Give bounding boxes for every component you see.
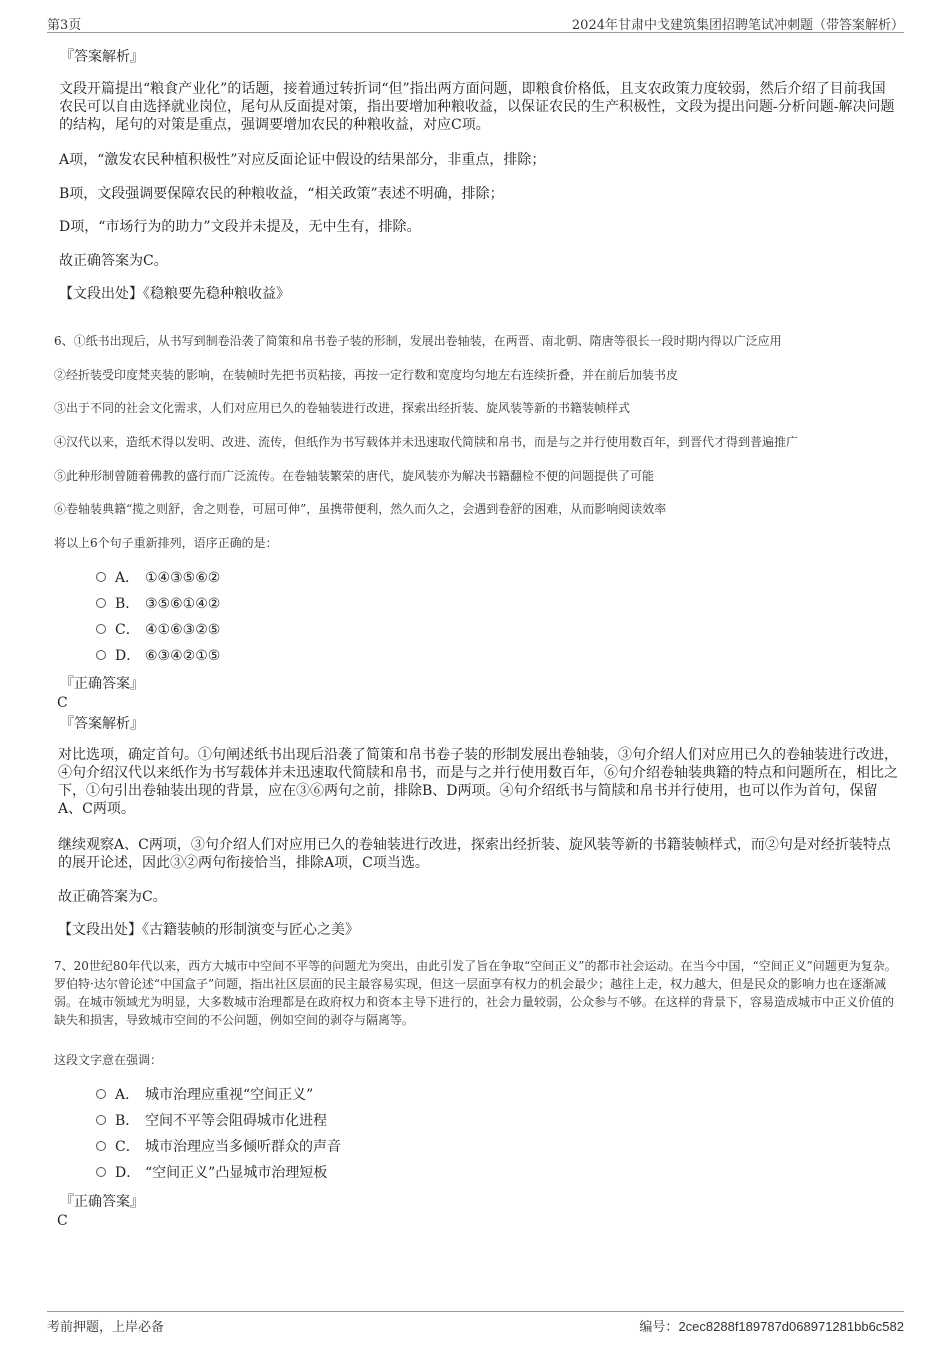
radio-icon[interactable] [96,1141,106,1151]
page-header [47,12,904,33]
q7-answer-heading: 『正确答案』 [60,1194,144,1210]
radio-icon[interactable] [96,1167,106,1177]
option-text: ⑥③④②①⑤ [145,648,221,664]
option-letter: B． [115,596,140,612]
q6-sentence-2: ②经折装受印度梵夹装的影响，在装帧时先把书页粘接，再按一定行数和宽度均匀地左右连续折叠，并在前后加装书皮 [54,368,679,382]
q6-answer: C [57,695,68,711]
option-letter: B． [115,1113,140,1129]
q6-analysis-paragraph-1: 对比选项，确定首句。①句阐述纸书出现后沿袭了简策和帛书卷子装的形制发展出卷轴装，③句介绍人们对应用已久的卷轴装进行改进，④句介绍汉代以来纸作为书写载体并未迅速取代简牍和帛书，而是与之并行使用数百年，⑥句介绍卷轴装典籍的特点和问题所在，相比之下，①句引出卷轴装出现的背景，应在③⑥两句之前，排除B、D两项。④句介绍纸书与简牍和帛书并行使用，也可以作为首句，保留A、C两项。 [58,747,898,817]
q6-source: 【文段出处】《古籍装帧的形制演变与匠心之美》 [58,922,359,938]
option-letter: A． [115,570,140,586]
option-text: 城市治理应当多倾听群众的声音 [145,1139,341,1155]
q7-answer: C [57,1213,68,1229]
radio-icon[interactable] [96,650,106,660]
option-text: ③⑤⑥①④② [145,596,221,612]
page-footer [47,1311,904,1335]
option-text: 空间不平等会阻碍城市化进程 [145,1113,327,1129]
option-letter: D． [115,1165,141,1181]
q7-option-c[interactable] [96,1137,341,1157]
q6-analysis-heading: 『答案解析』 [60,716,144,732]
q5-analysis-paragraph: 文段开篇提出“粮食产业化”的话题，接着通过转折词“但”指出两方面问题，即粮食价格低，且支农政策力度较弱，然后介绍了目前我国农民可以自由选择就业岗位，尾句从反面提对策，指出要增加种粮收益，以保证农民的生产积极性，文段为提出问题-分析问题-解决问题的结构，尾句的对策是重点，强调要增加农民的种粮收益，对应C项。 [59,81,895,133]
q7-stem: 这段文字意在强调： [54,1053,163,1067]
q6-analysis-paragraph-2: 继续观察A、C两项，③句介绍人们对应用已久的卷轴装进行改进，探索出经折装、旋风装等新的书籍装帧样式，而②句是对经折装特点的展开论述，因此③②两句衔接恰当，排除A项，C项当选。 [58,837,891,871]
option-text: ④①⑥③②⑤ [145,622,221,638]
radio-icon[interactable] [96,1115,106,1125]
page-number: 第3页 [47,18,82,33]
q7-passage: 7、20世纪80年代以来，西方大城市中空间不平等的问题尤为突出，由此引发了旨在争取“空间正义”的都市社会运动。在当今中国，“空间正义”问题更为复杂。罗伯特·达尔曾论述“中国盒子”问题，指出社区层面的民主最容易实现，但这一层面享有权力的机会最少；越往上走，权力越大，但是民众的影响力也在逐渐减弱。在城市领域尤为明显，大多数城市治理都是在政府权力和资本主导下进行的，社会力量较弱，公众参与不够。在这样的背景下，容易造成城市中正义价值的缺失和损害，导致城市空间的不公问题，例如空间的剥夺与隔离等。 [54,959,897,1027]
document-code [639,1316,904,1335]
q5-conclusion: 故正确答案为C。 [59,253,168,269]
option-text: “空间正义”凸显城市治理短板 [145,1165,328,1181]
option-letter: A． [115,1087,140,1103]
q6-option-a[interactable] [96,568,220,588]
q6-stem: 将以上6个句子重新排列，语序正确的是： [54,536,278,550]
q5-analysis-option-a: A项，“激发农民种植积极性”对应反面论证中假设的结果部分，非重点，排除； [59,152,546,168]
radio-icon[interactable] [96,624,106,634]
option-text: ①④③⑤⑥② [145,570,221,586]
document-title: 2024年甘肃中戈建筑集团招聘笔试冲刺题（带答案解析） [571,18,904,33]
q6-sentence-5: ⑤此种形制曾随着佛教的盛行而广泛流传。在卷轴装繁荣的唐代，旋风装亦为解决书籍翻检不便的问题提供了可能 [54,469,655,483]
code-value: 2cec8288f189787d068971281bb6c582 [678,1319,904,1334]
radio-icon[interactable] [96,1089,106,1099]
q6-option-c[interactable] [96,620,220,640]
radio-icon[interactable] [96,598,106,608]
q6-sentence-3: ③出于不同的社会文化需求，人们对应用已久的卷轴装进行改进，探索出经折装、旋风装等新的书籍装帧样式 [54,401,631,415]
q5-analysis-heading: 『答案解析』 [60,49,144,65]
q5-analysis-option-d: D项，“市场行为的助力”文段并未提及，无中生有，排除。 [59,219,421,235]
footer-slogan: 考前押题，上岸必备 [47,1320,165,1335]
q5-analysis-option-b: B项，文段强调要保障农民的种粮收益，“相关政策”表述不明确，排除； [59,186,504,202]
q6-answer-heading: 『正确答案』 [60,676,144,692]
q6-sentence-6: ⑥卷轴装典籍“揽之则舒，舍之则卷，可屈可伸”，虽携带便利，然久而久之，会遇到卷舒的困难，从而影响阅读效率 [54,502,667,516]
option-letter: C． [115,622,140,638]
q7-option-a[interactable] [96,1085,313,1105]
q6-sentence-4: ④汉代以来，造纸术得以发明、改进、流传，但纸作为书写载体并未迅速取代简牍和帛书，而是与之并行使用数百年，到晋代才得到普遍推广 [54,435,799,449]
q6-option-d[interactable] [96,646,220,666]
option-letter: D． [115,648,141,664]
q5-source: 【文段出处】《稳粮要先稳种粮收益》 [59,286,290,302]
q7-option-d[interactable] [96,1163,327,1183]
radio-icon[interactable] [96,572,106,582]
q6-sentence-1: 6、①纸书出现后，从书写到制卷沿袭了简策和帛书卷子装的形制，发展出卷轴装，在两晋、南北朝、隋唐等很长一段时期内得以广泛应用 [54,334,782,348]
q7-option-b[interactable] [96,1111,327,1131]
option-letter: C． [115,1139,140,1155]
code-label: 编号： [639,1320,679,1335]
option-text: 城市治理应重视“空间正义” [145,1087,314,1103]
q6-option-b[interactable] [96,594,220,614]
q6-conclusion: 故正确答案为C。 [58,889,167,905]
